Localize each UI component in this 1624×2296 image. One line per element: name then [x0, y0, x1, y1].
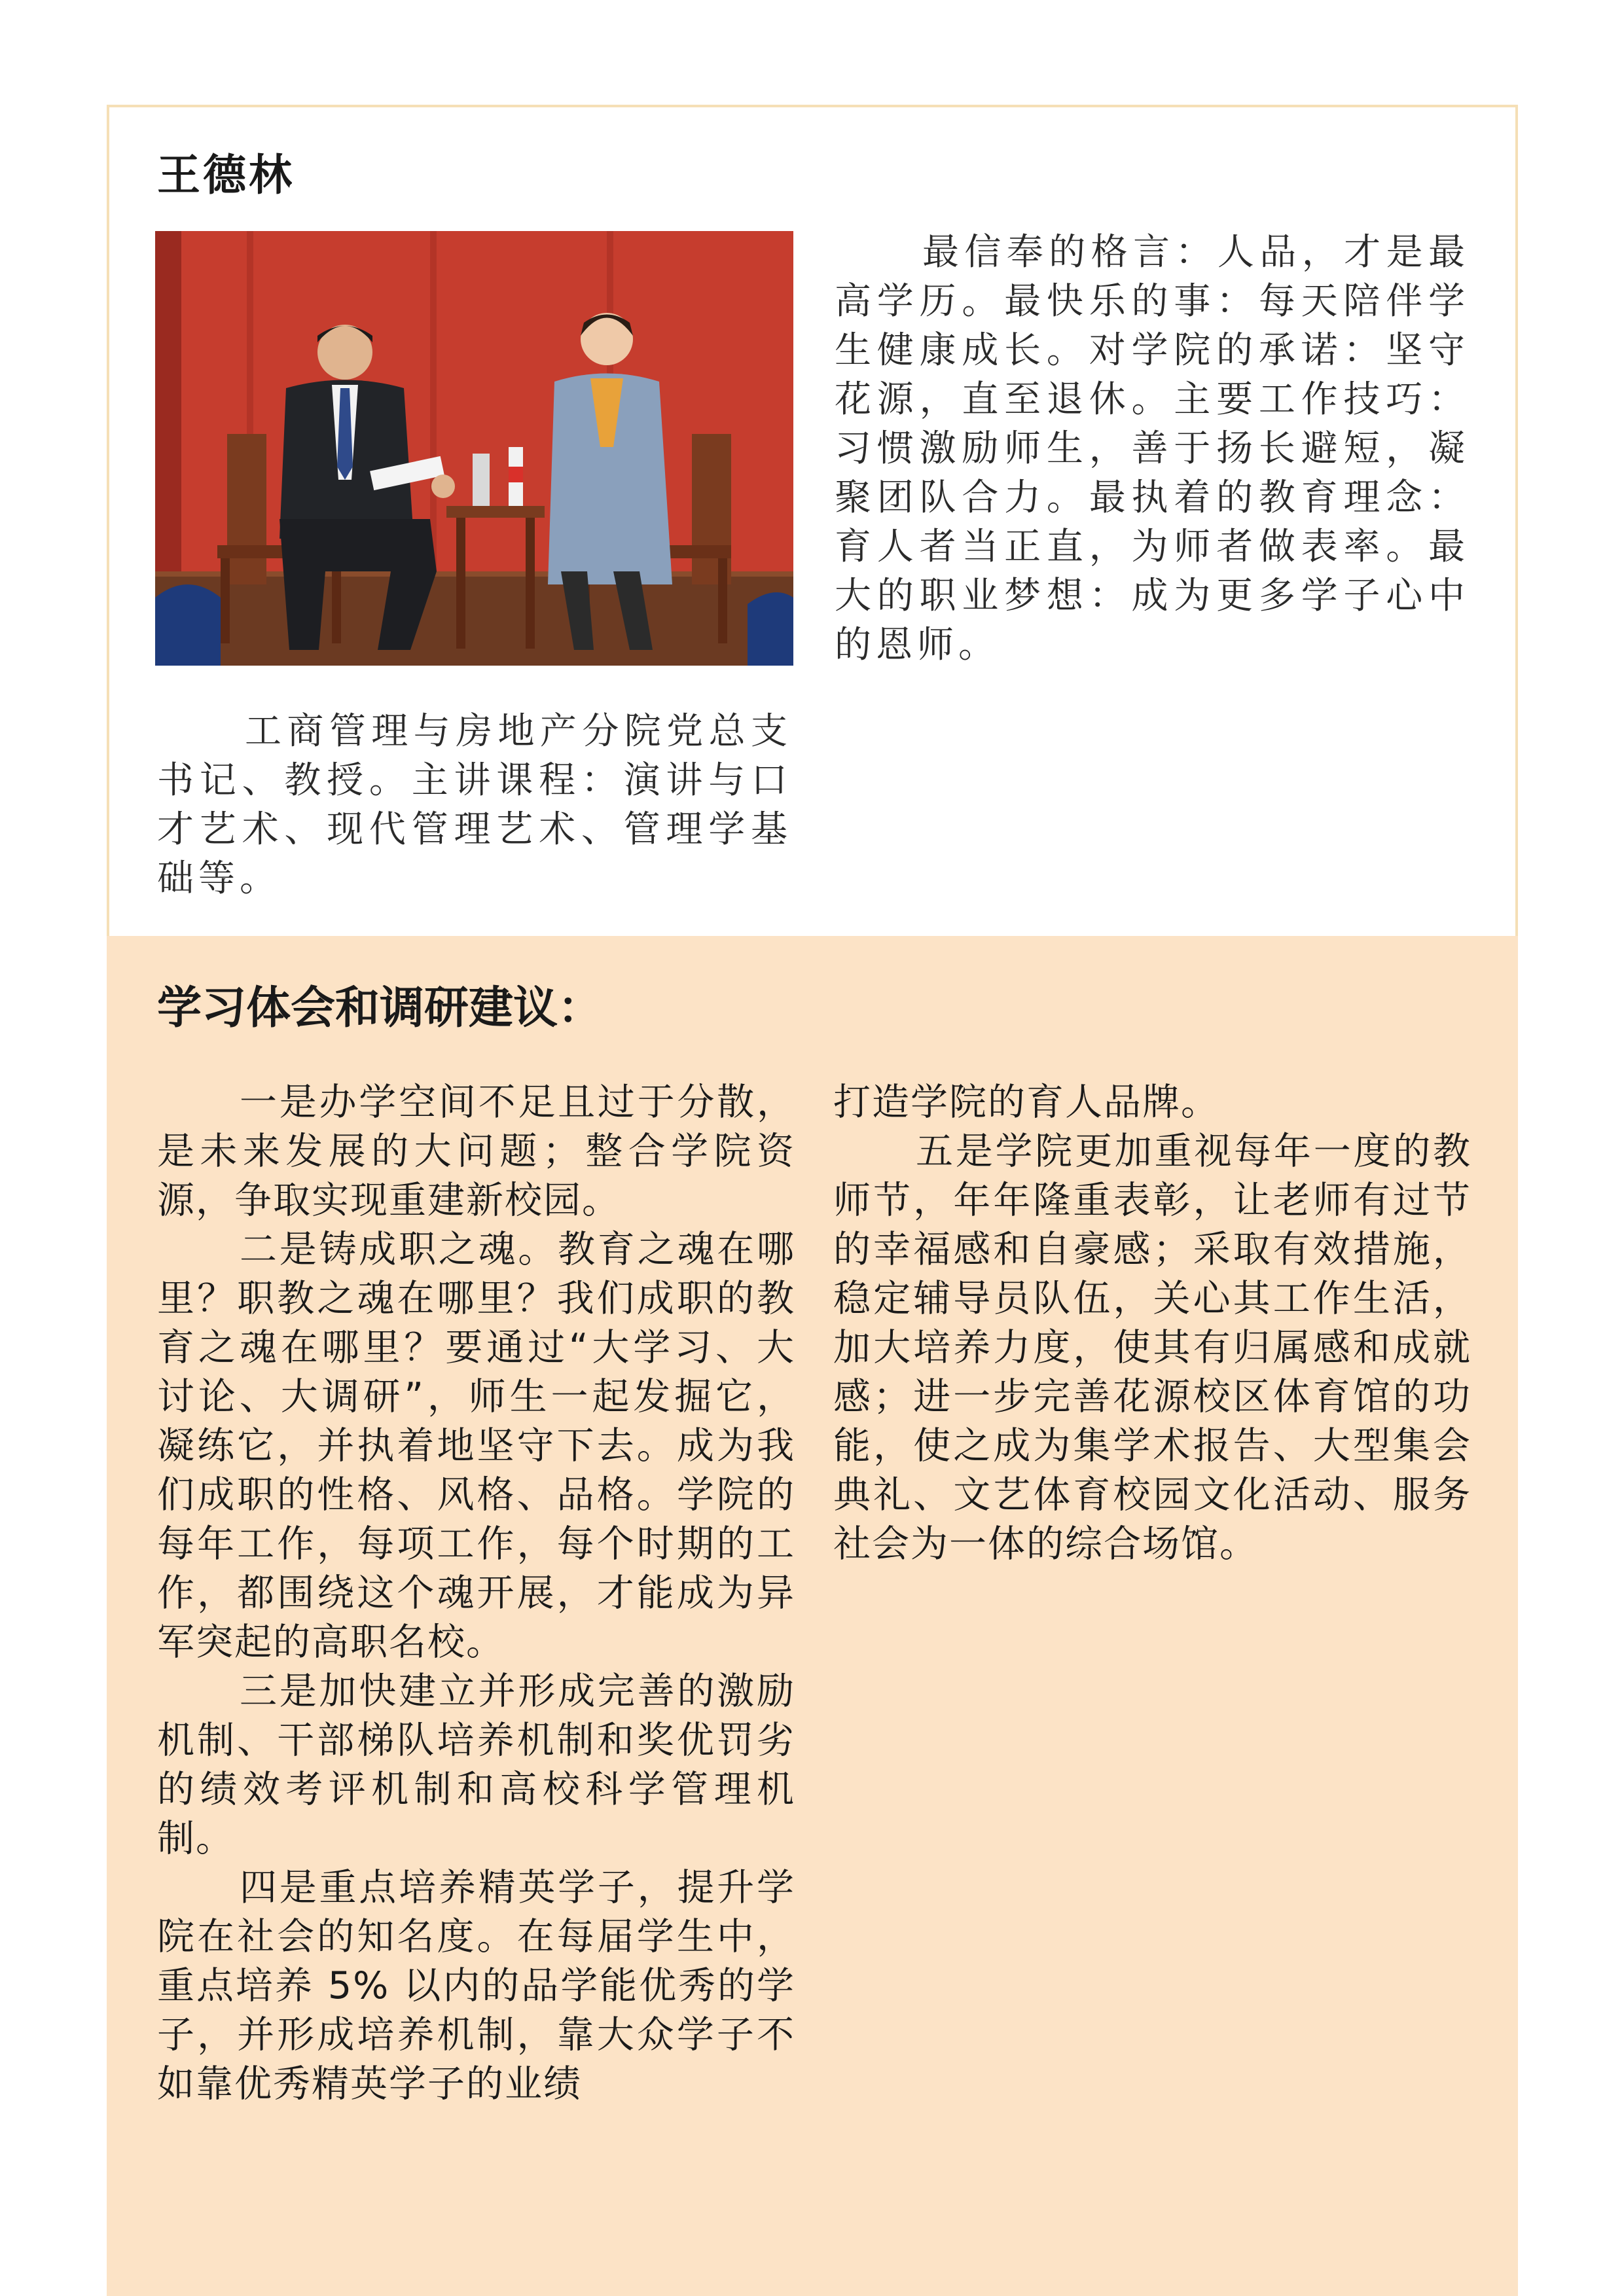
paragraph: 三是加快建立并形成完善的激励机制、干部梯队培养机制和奖优罚劣的绩效考评机制和高校科学管理机制。: [157, 1670, 795, 1860]
paragraph: 五是学院更加重视每年一度的教师节，年年隆重表彰，让老师有过节的幸福感和自豪感；采取有效措施，稳定辅导员队伍，关心其工作生活，加大培养力度，使其有归属感和成就感；进一步完善花源校区体育馆的功能，使之成为集学术报告、大型集会典礼、文艺体育校园文化活动、服务社会为一体的综合场馆。: [833, 1130, 1471, 1566]
paragraph: 一是办学空间不足且过于分散，是未来发展的大问题；整合学院资源，争取实现重建新校园。: [157, 1081, 795, 1222]
photo-floor: [155, 571, 793, 666]
profile-photo: [155, 231, 793, 666]
section-title: 学习体会和调研建议：: [157, 982, 603, 1034]
left-column: [157, 1078, 795, 2109]
profile-motto: 最信奉的格言：人品，才是最高学历。最快乐的事：每天陪伴学生健康成长。对学院的承诺：坚守花源，直至退休。主要工作技巧：习惯激励师生，善于扬长避短，凝聚团队合力。最执着的教育理念：育人者当正直，为师者做表率。最大的职业梦想：成为更多学子心中的恩师。: [835, 231, 1470, 666]
right-column: [833, 1078, 1471, 1569]
paragraph: 四是重点培养精英学子，提升学院在社会的知名度。在每届学生中，重点培养 5% 以内的品学能优秀的学子，并形成培养机制，靠大众学子不如靠优秀精英学子的业绩: [157, 1866, 795, 2106]
paragraph: 二是铸成职之魂。教育之魂在哪里？职教之魂在哪里？我们成职的教育之魂在哪里？要通过“大学习、大讨论、大调研”，师生一起发掘它，凝练它，并执着地坚守下去。成为我们成职的性格、风格、品格。学院的每年工作，每项工作，每个时期的工作，都围绕这个魂开展，才能成为异军突起的高职名校。: [157, 1228, 795, 1664]
profile-name: 王德林: [157, 150, 295, 200]
profile-bio: 工商管理与房地产分院党总支书记、教授。主讲课程：演讲与口才艺术、现代管理艺术、管理学基础等。: [157, 710, 792, 900]
paragraph-continuation: 打造学院的育人品牌。: [833, 1081, 1219, 1124]
